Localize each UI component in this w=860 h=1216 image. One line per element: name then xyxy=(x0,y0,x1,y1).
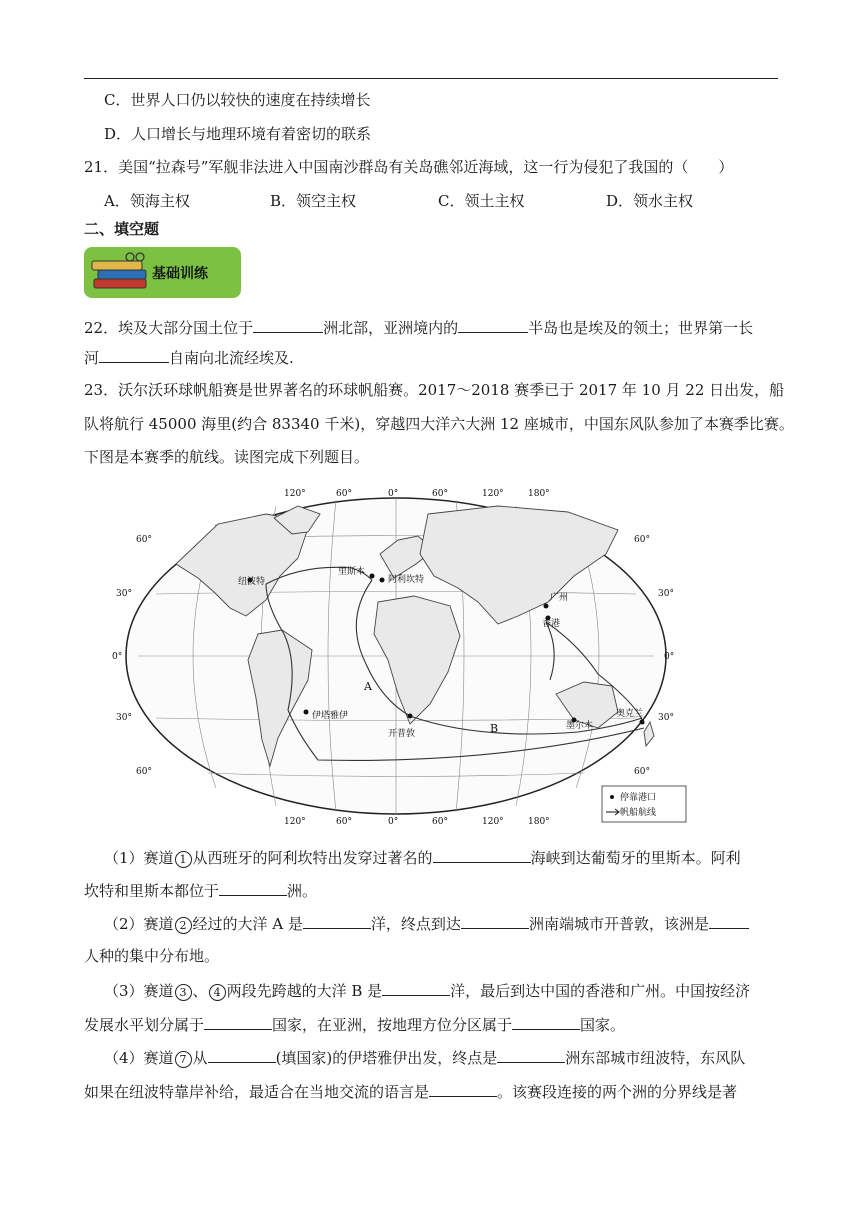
question-23-3-line-1: （3）赛道 3 、 4 两段先跨越的大洋 B 是 洋，最后到达中国的香港和广州。中国按经济 xyxy=(104,979,750,1001)
map-bottom-label: 60° xyxy=(336,817,352,827)
books-icon xyxy=(90,251,152,295)
question-23-line-3: 下图是本赛季的航线。读图完成下列题目。 xyxy=(84,448,370,466)
answer-blank[interactable] xyxy=(429,1080,497,1097)
answer-blank[interactable] xyxy=(458,316,528,333)
question-23-3-line-2: 发展水平划分属于 国家，在亚洲，按地理方位分区属于 国家。 xyxy=(84,1013,625,1035)
answer-blank[interactable] xyxy=(303,912,371,929)
map-city-capetown: 开普敦 xyxy=(388,729,416,739)
question-23-line-1: 23．沃尔沃环球帆船赛是世界著名的环球帆船赛。2017～2018 赛季已于 2017 年 10 月 22 日出发，船 xyxy=(84,381,785,399)
answer-blank[interactable] xyxy=(461,912,529,929)
option-d-q20: D．人口增长与地理环境有着密切的联系 xyxy=(104,125,372,143)
route-number: 1 xyxy=(175,851,192,868)
option-d-q21: D．领水主权 xyxy=(606,192,694,210)
option-c-q21: C．领土主权 xyxy=(438,192,525,210)
map-top-label: 60° xyxy=(336,489,352,499)
map-bottom-label: 120° xyxy=(284,817,306,827)
map-top-label: 120° xyxy=(482,489,504,499)
map-legend xyxy=(602,786,686,822)
map-right-label: 60° xyxy=(634,535,650,545)
question-23-1-line-2: 坎特和里斯本都位于 洲。 xyxy=(84,879,317,901)
answer-blank[interactable] xyxy=(512,1013,580,1030)
answer-blank[interactable] xyxy=(382,979,450,996)
map-right-label: 60° xyxy=(634,767,650,777)
section-title: 二、填空题 xyxy=(84,220,160,238)
question-23-line-2: 队将航行 45000 海里(约合 83340 千米)，穿越四大洋六大洲 12 座城市，中国东风队参加了本赛季比赛。 xyxy=(84,415,794,433)
route-number: 2 xyxy=(175,917,192,934)
map-bottom-label: 0° xyxy=(388,817,399,827)
header-rule xyxy=(84,78,778,79)
answer-blank[interactable] xyxy=(433,846,531,863)
map-top-label: 0° xyxy=(388,489,399,499)
map-left-label: 60° xyxy=(136,767,152,777)
map-left-label: 60° xyxy=(136,535,152,545)
map-ocean-a: A xyxy=(364,680,372,693)
map-city-lisbon: 里斯本 xyxy=(338,567,366,577)
answer-blank[interactable] xyxy=(497,1046,565,1063)
map-left-label: 30° xyxy=(116,589,132,599)
answer-blank[interactable] xyxy=(219,879,287,896)
world-route-map xyxy=(98,484,694,828)
map-city-newport: 纽波特 xyxy=(238,577,266,587)
map-city-melbourne: 墨尔本 xyxy=(566,721,594,731)
question-22-line-2: 河 自南向北流经埃及. xyxy=(84,346,294,368)
map-city-auckland: 奥克兰 xyxy=(616,709,644,719)
map-city-hongkong: 香港 xyxy=(542,619,561,629)
map-right-label: 30° xyxy=(658,589,674,599)
route-number: 4 xyxy=(209,984,226,1001)
map-left-label: 0° xyxy=(112,652,123,662)
map-bottom-label: 60° xyxy=(432,817,448,827)
question-23-2-line-1: （2）赛道 2 经过的大洋 A 是 洋，终点到达 洲南端城市开普敦，该洲是 xyxy=(104,912,749,934)
map-right-label: 0° xyxy=(664,652,675,662)
question-21-stem: 21．美国“拉森号”军舰非法进入中国南沙群岛有关岛礁邻近海域，这一行为侵犯了我国的（ ） xyxy=(84,158,734,176)
map-right-label: 30° xyxy=(658,713,674,723)
map-top-label: 60° xyxy=(432,489,448,499)
badge-label: 基础训练 xyxy=(152,266,208,282)
option-b-q21: B．领空主权 xyxy=(270,192,357,210)
map-city-alicante: 阿利坎特 xyxy=(388,575,425,585)
map-city-guangzhou: 广州 xyxy=(550,593,569,603)
route-number: 7 xyxy=(175,1051,192,1068)
option-a-q21: A．领海主权 xyxy=(104,192,190,210)
answer-blank[interactable] xyxy=(208,1046,276,1063)
map-top-label: 180° xyxy=(528,489,550,499)
question-23-4-line-1: （4）赛道 7 从 (填国家)的伊塔雅伊出发，终点是 洲东部城市纽波特，东风队 xyxy=(104,1046,745,1068)
legend-route-label: 帆船航线 xyxy=(620,808,657,818)
legend-port-label: 停靠港口 xyxy=(620,793,657,803)
training-badge xyxy=(84,247,241,298)
answer-blank[interactable] xyxy=(253,316,323,333)
answer-blank[interactable] xyxy=(99,346,169,363)
map-top-label: 120° xyxy=(284,489,306,499)
map-bottom-label: 180° xyxy=(528,817,550,827)
question-23-1-line-1: （1）赛道 1 从西班牙的阿利坎特出发穿过著名的 海峡到达葡萄牙的里斯本。阿利 xyxy=(104,846,741,868)
question-23-4-line-2: 如果在纽波特靠岸补给，最适合在当地交流的语言是 。该赛段连接的两个洲的分界线是著 xyxy=(84,1080,737,1102)
map-left-label: 30° xyxy=(116,713,132,723)
route-number: 3 xyxy=(175,984,192,1001)
map-ocean-b: B xyxy=(490,722,499,735)
question-23-2-line-2: 人种的集中分布地。 xyxy=(84,947,220,965)
answer-blank[interactable] xyxy=(204,1013,272,1030)
map-city-itajai: 伊塔雅伊 xyxy=(312,711,349,721)
map-bottom-label: 120° xyxy=(482,817,504,827)
answer-blank[interactable] xyxy=(709,912,749,929)
question-22-line-1: 22．埃及大部分国土位于 洲北部，亚洲境内的 半岛也是埃及的领土；世界第一长 xyxy=(84,316,753,338)
option-c-q20: C．世界人口仍以较快的速度在持续增长 xyxy=(104,91,371,109)
